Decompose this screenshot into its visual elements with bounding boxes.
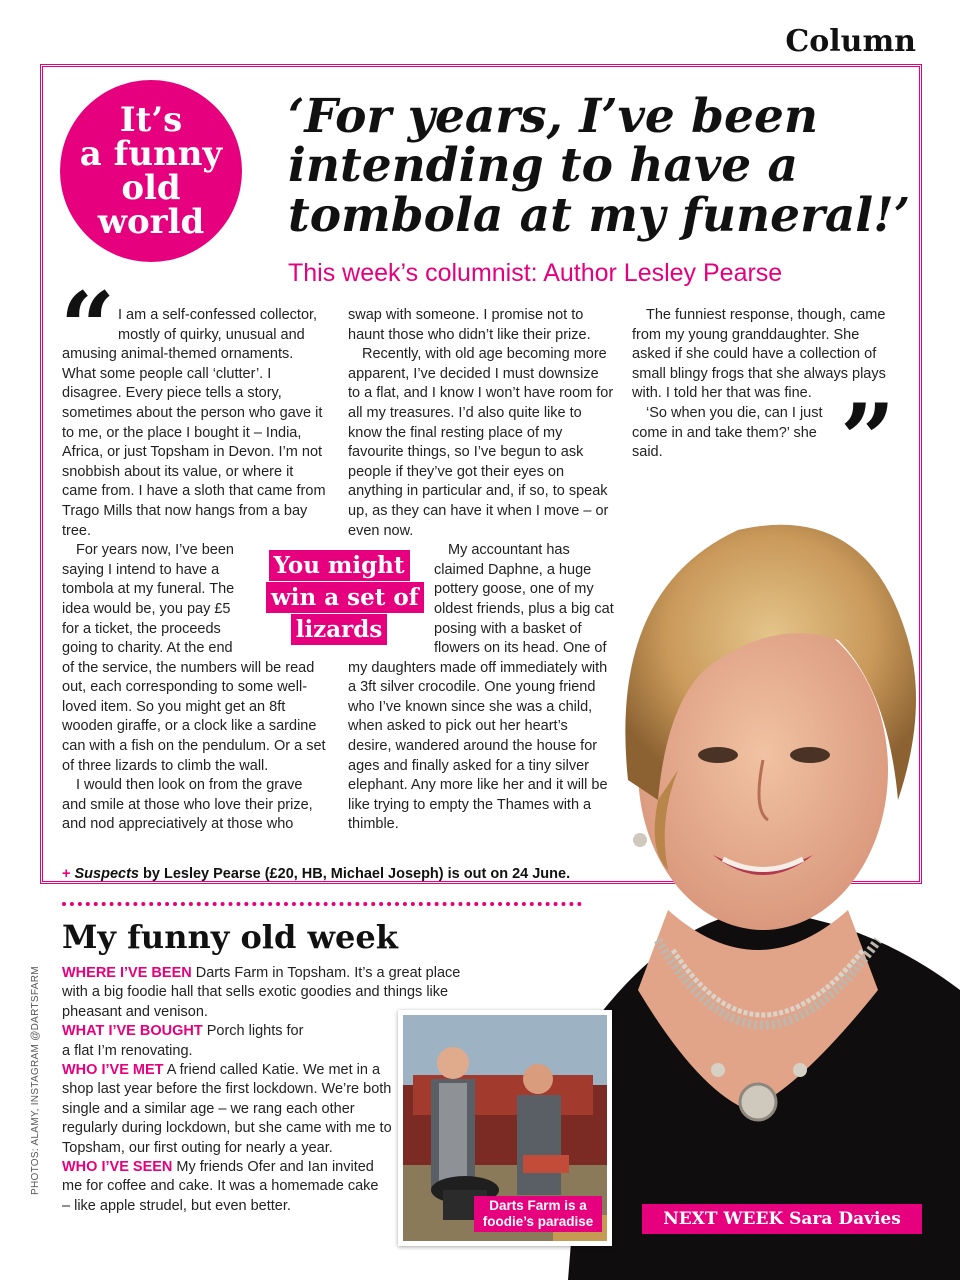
week-item <box>62 1158 382 1216</box>
open-quote-mark: “ <box>60 271 116 384</box>
book-footnote <box>62 866 570 882</box>
week-item-text: My friends Ofer and Ian invited me for coffee and cake. It was a homemade cake – like apple strudel, but even better. <box>62 1159 379 1214</box>
next-week-banner: NEXT WEEK Sara Davies <box>642 1204 922 1234</box>
pull-quote-line: lizards <box>291 614 388 645</box>
pull-quote-line: You might <box>269 550 410 581</box>
paragraph-text: My accountant has claimed Daphne, a huge pottery goose, one of my oldest friends, plus a big cat posing with a basket of flowers on its head. One of my daughters made off immediately with a 3ft silver crocodile. One young friend who I’ve known since she was a child, when asked to pick out her heart’s desire, wandered around the house for ages and finally asked for a tiny silver elephant. Any more like her and it will be like trying to empty the Thames with a thimble. <box>348 542 614 833</box>
pull-quote-line: win a set of <box>266 582 424 613</box>
quote-spacer <box>62 306 118 342</box>
book-title: Suspects <box>74 866 139 882</box>
byline: This week’s columnist: Author Lesley Pearse <box>288 259 783 287</box>
week-item-text: Darts Farm in Topsham. It’s a great place with a big foodie hall that sells exotic goodies and things like pheasant and venison. <box>62 965 461 1020</box>
close-quote-mark: ” <box>840 383 896 496</box>
week-title: My funny old week <box>62 918 398 956</box>
week-item-key: WHO I’VE SEEN <box>62 1159 173 1176</box>
week-item-key: WHO I’VE MET <box>62 1062 164 1079</box>
paragraph: The funniest response, though, came from my young granddaughter. She asked if she could have a collection of small blingy frogs that she always plays with. I told her that was fine. <box>632 307 886 402</box>
pull-quote <box>266 550 419 646</box>
week-item <box>62 1061 392 1158</box>
week-item-text: Porch lights for a flat I’m renovating. <box>62 1023 304 1059</box>
paragraph-text: For years now, I’ve been saying I intend to have a tombola at my funeral. The idea would be, you pay £5 for a ticket, the proceeds going to charity. At the end of the service, the numbers will be read out, each corresponding to some well-loved item. So you might get an 8ft wooden giraffe, or a clock like a sardine can with a fish on the pendulum. Or a set of three lizards to climb the wall. <box>62 542 326 774</box>
week-item <box>62 1022 312 1061</box>
dotted-divider <box>62 902 582 906</box>
paragraph: I am a self-confessed collector, mostly of quirky, unusual and amusing animal-themed ornaments. What some people call ‘clutter’. I disagree. Every piece tells a story, sometimes about the person who gave it to me, or the place I bought it – India, Africa, or just Topsham in Devon. I’m not snobbish about its value, or where it came from. I have a sloth that came from Trago Mills that now hangs from a bay tree. <box>62 307 326 539</box>
paragraph: I would then look on from the grave and smile at those who love their prize, and nod appreciatively at those who <box>62 777 313 833</box>
week-item-text: A friend called Katie. We met in a shop last year before the first lockdown. We’re both single and a similar age – we rang each other regularly during lockdown, but she came with me to Topsham, our first outing for nearly a year. <box>62 1062 392 1156</box>
photo-credit: PHOTOS: ALAMY, INSTAGRAM @DARTSFARM <box>30 966 41 1195</box>
column-badge <box>60 80 242 262</box>
paragraph: swap with someone. I promise not to haunt those who didn’t like their prize. <box>348 307 591 343</box>
section-label: Column <box>785 24 916 59</box>
book-details: by Lesley Pearse (£20, HB, Michael Joseph) is out on 24 June. <box>138 866 571 882</box>
headline <box>288 89 918 243</box>
badge-line: It’s <box>119 100 183 140</box>
badge-line: a funny <box>79 134 223 174</box>
photo-caption: Darts Farm is a foodie’s paradise <box>474 1196 602 1232</box>
headline-line: ‘For years, I’ve been <box>288 89 819 144</box>
week-item-key: WHAT I’VE BOUGHT <box>62 1023 203 1040</box>
paragraph: Recently, with old age becoming more apparent, I’ve decided I must downsize to a flat, and I know I won’t have room for all my treasures. I’d also quite like to know the final resting place of my favourite things, so I’ve begun to ask people if they’ve got their eyes on anything in particular and, if so, to speak up, as they can have it when I move – or even now. <box>348 346 614 539</box>
plus-icon: + <box>62 866 71 882</box>
headline-line: tombola at my funeral!’ <box>288 187 911 243</box>
headline-line: intending to have a <box>288 138 799 194</box>
paragraph: ‘So when you die, can I just come in and take them?’ she said. <box>632 404 823 461</box>
badge-line: old <box>121 168 181 208</box>
badge-line: world <box>97 202 205 242</box>
week-item-key: WHERE I’VE BEEN <box>62 965 192 981</box>
